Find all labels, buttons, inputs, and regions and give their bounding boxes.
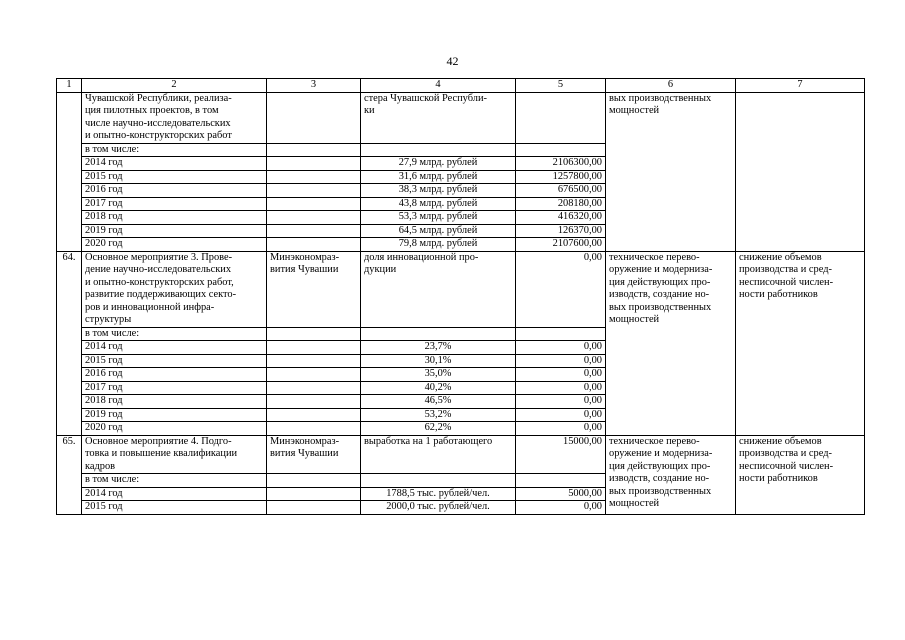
column-header: 1 — [57, 79, 82, 93]
column-number-row — [57, 79, 865, 93]
year-value: 2106300,00 — [516, 157, 606, 171]
empty-cell — [267, 327, 361, 341]
empty-cell — [267, 341, 361, 355]
year-value: 0,00 — [516, 395, 606, 409]
empty-cell — [267, 238, 361, 252]
year-indicator: 35,0% — [361, 368, 516, 382]
subhead-label: в том числе: — [82, 327, 267, 341]
responsible-cell: Минэкономраз- вития Чувашии — [267, 251, 361, 327]
year-label: 2016 год — [82, 184, 267, 198]
risk-cell: снижение объемов производства и сред- несписочной числен- ности работников — [736, 251, 865, 435]
year-label: 2014 год — [82, 341, 267, 355]
indicator-cell: стера Чувашской Республи- ки — [361, 92, 516, 143]
year-label: 2016 год — [82, 368, 267, 382]
year-value: 416320,00 — [516, 211, 606, 225]
row-number — [57, 92, 82, 251]
year-label: 2015 год — [82, 170, 267, 184]
column-header: 3 — [267, 79, 361, 93]
year-value: 0,00 — [516, 341, 606, 355]
year-indicator: 30,1% — [361, 354, 516, 368]
empty-cell — [267, 170, 361, 184]
row-number: 65. — [57, 435, 82, 514]
year-label: 2014 год — [82, 487, 267, 501]
column-header: 2 — [82, 79, 267, 93]
activity-row — [57, 435, 865, 474]
activity-row — [57, 92, 865, 143]
empty-cell — [361, 327, 516, 341]
empty-cell — [267, 474, 361, 488]
year-value: 5000,00 — [516, 487, 606, 501]
empty-cell — [267, 157, 361, 171]
result-cell: техническое перево- оружение и модерниза- ция действующих про- изводств, создание но- вых производственных мощностей — [606, 435, 736, 514]
year-indicator: 43,8 млрд. рублей — [361, 197, 516, 211]
empty-cell — [267, 197, 361, 211]
empty-cell — [267, 184, 361, 198]
empty-cell — [267, 408, 361, 422]
activity-name-cell: Основное мероприятие 3. Прове- дение научно-исследовательских и опытно-конструкторских работ, развитие поддерживающих секто- ров и инновационной инфра- структуры — [82, 251, 267, 327]
empty-cell — [516, 327, 606, 341]
empty-cell — [267, 368, 361, 382]
empty-cell — [267, 487, 361, 501]
risk-cell: снижение объемов производства и сред- несписочной числен- ности работников — [736, 435, 865, 514]
year-value: 0,00 — [516, 354, 606, 368]
year-indicator: 1788,5 тыс. рублей/чел. — [361, 487, 516, 501]
year-label: 2020 год — [82, 422, 267, 436]
year-indicator: 2000,0 тыс. рублей/чел. — [361, 501, 516, 515]
year-label: 2015 год — [82, 354, 267, 368]
year-value: 0,00 — [516, 368, 606, 382]
year-indicator: 79,8 млрд. рублей — [361, 238, 516, 252]
result-cell: вых производственных мощностей — [606, 92, 736, 251]
year-value: 0,00 — [516, 501, 606, 515]
subhead-label: в том числе: — [82, 143, 267, 157]
year-label: 2019 год — [82, 224, 267, 238]
column-header: 5 — [516, 79, 606, 93]
empty-cell — [267, 224, 361, 238]
year-indicator: 64,5 млрд. рублей — [361, 224, 516, 238]
year-indicator: 23,7% — [361, 341, 516, 355]
year-label: 2015 год — [82, 501, 267, 515]
subhead-label: в том числе: — [82, 474, 267, 488]
empty-cell — [516, 143, 606, 157]
year-value: 1257800,00 — [516, 170, 606, 184]
risk-cell — [736, 92, 865, 251]
responsible-cell: Минэкономраз- вития Чувашии — [267, 435, 361, 474]
activity-name-cell: Чувашской Республики, реализа- ция пилотных проектов, в том числе научно-исследовательских и опытно-конструкторских работ — [82, 92, 267, 143]
result-cell: техническое перево- оружение и модерниза- ция действующих про- изводств, создание но- вых производственных мощностей — [606, 251, 736, 435]
empty-cell — [516, 474, 606, 488]
year-indicator: 53,2% — [361, 408, 516, 422]
year-value: 0,00 — [516, 422, 606, 436]
year-value: 0,00 — [516, 408, 606, 422]
year-label: 2018 год — [82, 395, 267, 409]
year-value: 126370,00 — [516, 224, 606, 238]
year-label: 2017 год — [82, 381, 267, 395]
year-label: 2020 год — [82, 238, 267, 252]
value-cell: 0,00 — [516, 251, 606, 327]
empty-cell — [267, 143, 361, 157]
year-label: 2019 год — [82, 408, 267, 422]
year-value: 208180,00 — [516, 197, 606, 211]
value-cell — [516, 92, 606, 143]
row-number: 64. — [57, 251, 82, 435]
year-indicator: 62,2% — [361, 422, 516, 436]
year-value: 2107600,00 — [516, 238, 606, 252]
year-label: 2018 год — [82, 211, 267, 225]
empty-cell — [267, 381, 361, 395]
value-cell: 15000,00 — [516, 435, 606, 474]
column-header: 6 — [606, 79, 736, 93]
column-header: 4 — [361, 79, 516, 93]
activity-name-cell: Основное мероприятие 4. Подго- товка и повышение квалификации кадров — [82, 435, 267, 474]
empty-cell — [267, 211, 361, 225]
empty-cell — [361, 143, 516, 157]
year-indicator: 53,3 млрд. рублей — [361, 211, 516, 225]
page-number: 42 — [446, 54, 459, 68]
indicator-cell: доля инновационной про- дукции — [361, 251, 516, 327]
year-indicator: 38,3 млрд. рублей — [361, 184, 516, 198]
year-value: 0,00 — [516, 381, 606, 395]
year-label: 2014 год — [82, 157, 267, 171]
year-value: 676500,00 — [516, 184, 606, 198]
program-table — [56, 78, 865, 515]
empty-cell — [267, 395, 361, 409]
year-indicator: 27,9 млрд. рублей — [361, 157, 516, 171]
indicator-cell: выработка на 1 работающего — [361, 435, 516, 474]
year-indicator: 46,5% — [361, 395, 516, 409]
year-indicator: 31,6 млрд. рублей — [361, 170, 516, 184]
empty-cell — [267, 501, 361, 515]
year-label: 2017 год — [82, 197, 267, 211]
empty-cell — [267, 422, 361, 436]
empty-cell — [267, 354, 361, 368]
responsible-cell — [267, 92, 361, 143]
column-header: 7 — [736, 79, 865, 93]
activity-row — [57, 251, 865, 327]
empty-cell — [361, 474, 516, 488]
year-indicator: 40,2% — [361, 381, 516, 395]
